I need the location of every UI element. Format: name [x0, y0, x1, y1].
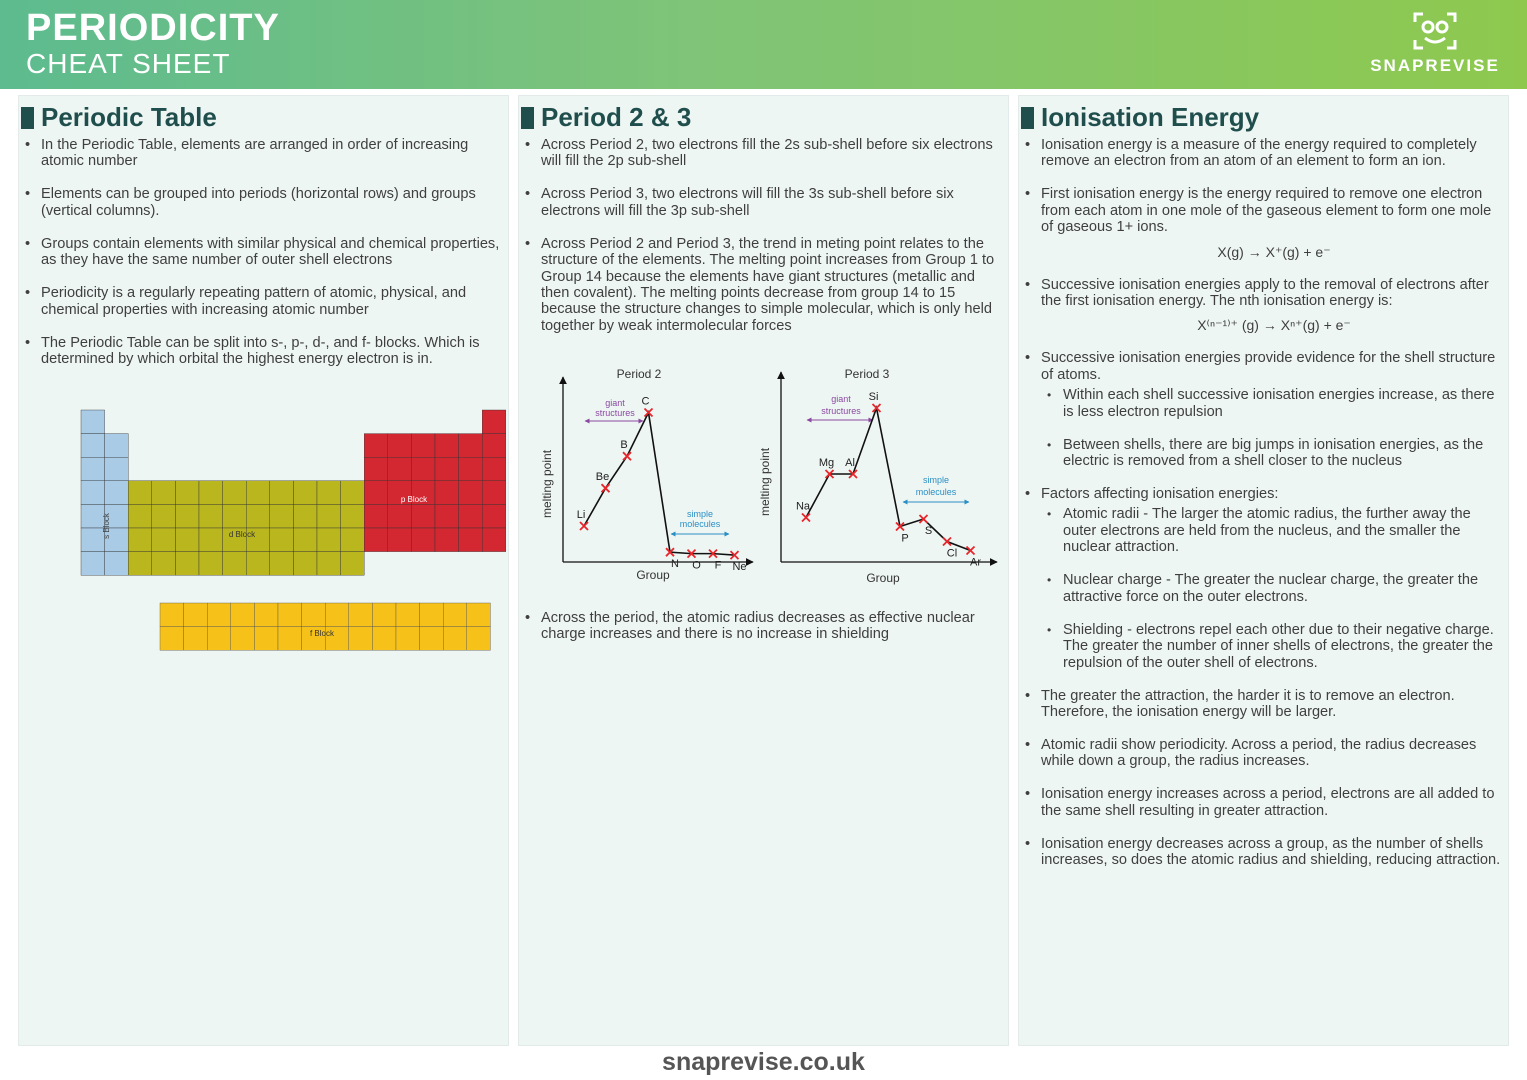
- p-block-cell: [364, 434, 388, 458]
- giant-text: giant: [605, 398, 625, 408]
- chart-title: Period 3: [844, 367, 890, 381]
- p-block-cell: [459, 457, 483, 481]
- melting-point-graphs: [519, 364, 1010, 594]
- s-block-cell: [105, 434, 129, 458]
- list-item-text: Successive ionisation energies apply to the removal of electrons after the first ionisation energy. The nth ionisation energy is:: [1041, 276, 1489, 310]
- f-block-cell: [420, 627, 444, 651]
- p-block-cell: [482, 434, 506, 458]
- d-block-cell: [152, 481, 176, 505]
- p-block-cell: [388, 434, 412, 458]
- list-item: • Across Period 3, two electrons will fill the 3s sub-shell before six electrons will fill the 3p sub-shell: [519, 186, 1007, 219]
- f-block-cell: [420, 603, 444, 627]
- period-3-chart: [758, 367, 997, 585]
- p-block-cell: [388, 528, 412, 552]
- d-block-cell: [175, 552, 199, 576]
- p-block-cell: [411, 528, 435, 552]
- d-block-cell: [270, 552, 294, 576]
- list-item: [1019, 486, 1507, 671]
- d-block-cell: [293, 552, 317, 576]
- period-2-chart: [540, 367, 753, 582]
- d-block-cell: [175, 504, 199, 528]
- d-block-cell: [246, 481, 270, 505]
- f-block-cell: [254, 627, 278, 651]
- p-block-cell: [482, 504, 506, 528]
- sub-list-item: • Nuclear charge - The greater the nuclear charge, the greater the attractive force on the outer electrons.: [1041, 572, 1507, 605]
- s-block-cell: [105, 481, 129, 505]
- d-block-cell: [152, 504, 176, 528]
- ionisation-bullets: [1019, 137, 1507, 885]
- f-block-cell: [160, 603, 184, 627]
- d-block-cell: [199, 552, 223, 576]
- d-block-cell: [246, 552, 270, 576]
- point-label: Si: [868, 391, 879, 403]
- f-block-cell: [467, 603, 491, 627]
- p-block-cell: [482, 410, 506, 434]
- list-item: • Elements can be grouped into periods (horizontal rows) and groups (vertical columns).: [19, 186, 507, 219]
- simple-molecules-annotation: [903, 475, 969, 502]
- ionisation-energy-panel: [1018, 95, 1509, 1046]
- point-label: N: [671, 558, 679, 571]
- list-item: • Atomic radii show periodicity. Across a period, the radius decreases while down a group, the radius increases.: [1019, 737, 1507, 770]
- f-block-cell: [231, 627, 255, 651]
- logo-text: SNAPREVISE: [1370, 56, 1500, 75]
- first-ionisation-equation: X(g) → X⁺(g) + e⁻: [1217, 243, 1331, 260]
- page-title: PERIODICITY: [26, 7, 280, 49]
- p-block-cell: [388, 504, 412, 528]
- sub-list-item: • Atomic radii - The larger the atomic radius, the further away the outer electrons are held from the nucleus, and the smaller the nuclear attraction.: [1041, 506, 1507, 555]
- list-item: • Periodicity is a regularly repeating pattern of atomic, physical, and chemical properties with increasing atomic number: [19, 285, 507, 318]
- list-item: • Groups contain elements with similar physical and chemical properties, as they have the same number of outer shell electrons: [19, 236, 507, 269]
- f-block-cell: [160, 627, 184, 651]
- p-block-cell: [459, 434, 483, 458]
- list-item: • Across Period 2, two electrons fill the 2s sub-shell before six electrons will fill the 2p sub-shell: [519, 137, 1007, 170]
- point-label: F: [714, 559, 722, 572]
- d-block-cell: [317, 481, 341, 505]
- point-label: Ar: [970, 556, 981, 569]
- point-label: Be: [595, 471, 610, 484]
- d-block-label: d Block: [228, 530, 256, 539]
- nth-ionisation-equation: X⁽ⁿ⁻¹⁾⁺ (g) → Xⁿ⁺(g) + e⁻: [1197, 317, 1351, 334]
- p-block-cell: [459, 504, 483, 528]
- d-block-cell: [246, 504, 270, 528]
- f-block-cell: [396, 627, 420, 651]
- p-block-cell: [459, 481, 483, 505]
- list-item-text: Successive ionisation energies provide evidence for the shell structure of atoms.: [1041, 350, 1496, 383]
- d-block-cell: [341, 528, 365, 552]
- point-label: P: [901, 532, 909, 545]
- page-subtitle: CHEAT SHEET: [26, 48, 231, 79]
- f-block-cell: [207, 603, 231, 627]
- p-block-label: p Block: [400, 495, 428, 504]
- p-block-cell: [482, 528, 506, 552]
- p-block-cell: [364, 481, 388, 505]
- p-block-cell: [364, 457, 388, 481]
- d-block-cell: [223, 552, 247, 576]
- molecules-text: molecules: [915, 487, 957, 497]
- p-block-cell: [435, 528, 459, 552]
- point-label: B: [620, 439, 628, 452]
- d-block-cell: [270, 481, 294, 505]
- list-item: • The Periodic Table can be split into s-, p-, d-, and f- blocks. Which is determined by which orbital the highest energy electron is in.: [19, 335, 507, 368]
- period-bullets: [519, 137, 1007, 351]
- s-block-cell: [81, 481, 105, 505]
- f-block-cell: [372, 603, 396, 627]
- d-block-cell: [199, 481, 223, 505]
- data-point: [623, 452, 631, 460]
- d-block-cell: [199, 504, 223, 528]
- f-block-label: f Block: [309, 629, 335, 638]
- list-item: • Ionisation energy increases across a period, electrons are all added to the same shell resulting in greater attraction.: [1019, 786, 1507, 819]
- p-block-cell: [482, 457, 506, 481]
- d-block-cell: [317, 528, 341, 552]
- f-block-cell: [349, 603, 373, 627]
- point-label: Ne: [732, 561, 747, 574]
- f-block-cell: [254, 603, 278, 627]
- list-item: • Across the period, the atomic radius decreases as effective nuclear charge increases and there is no increase in shielding: [519, 610, 1007, 643]
- d-block-cell: [341, 552, 365, 576]
- list-item: • Ionisation energy is a measure of the energy required to completely remove an electron from an atom of an element to form an ion.: [1019, 137, 1507, 170]
- d-block-cell: [341, 504, 365, 528]
- s-block-label: s Block: [102, 513, 111, 539]
- p-block-cell: [411, 434, 435, 458]
- snaprevise-face-icon: [1411, 10, 1459, 52]
- f-block-cell: [207, 627, 231, 651]
- f-block-cell: [467, 627, 491, 651]
- list-item: [1019, 277, 1507, 334]
- f-block-cell: [443, 603, 467, 627]
- d-block-cell: [293, 504, 317, 528]
- point-label: Na: [795, 500, 811, 513]
- giant-structures-annotation: [807, 394, 873, 420]
- x-axis-label: Group: [866, 571, 900, 585]
- simple-text: simple: [922, 475, 950, 485]
- d-block-cell: [223, 481, 247, 505]
- point-label: O: [692, 559, 701, 572]
- d-block-cell: [128, 552, 152, 576]
- d-block-cell: [128, 481, 152, 505]
- giant-structures-annotation: [585, 398, 643, 421]
- sub-list-item: • Shielding - electrons repel each other due to their negative charge. The greater the number of inner shells of electrons, the greater the repulsion of the outer shell of electrons.: [1041, 622, 1507, 671]
- s-block-cell: [81, 410, 105, 434]
- list-item: [1019, 350, 1507, 469]
- molecules-text: molecules: [679, 519, 721, 529]
- p-block-cell: [364, 504, 388, 528]
- point-label: Al: [845, 457, 855, 469]
- d-block-cell: [128, 504, 152, 528]
- sub-list: [1041, 387, 1507, 469]
- point-label: Mg: [818, 457, 835, 469]
- data-point: [802, 514, 810, 522]
- section-title-periodic-table: Periodic Table: [21, 100, 217, 134]
- d-block-cell: [223, 504, 247, 528]
- p-block-cell: [411, 457, 435, 481]
- d-block-cell: [199, 528, 223, 552]
- d-block-cell: [293, 528, 317, 552]
- periodic-table-grid: [81, 410, 506, 650]
- list-item: • Ionisation energy decreases across a group, as the number of shells increases, so does the atomic radius and shielding, reducing attraction.: [1019, 836, 1507, 869]
- f-block-cell: [349, 627, 373, 651]
- point-label: Cl: [946, 547, 958, 560]
- period-2-3-panel: [518, 95, 1009, 1046]
- d-block-cell: [128, 528, 152, 552]
- y-axis-label: melting point: [540, 449, 554, 519]
- list-item: [1019, 186, 1507, 260]
- f-block-cell: [396, 603, 420, 627]
- periodic-table-diagram: [37, 396, 507, 666]
- p-block-cell: [435, 457, 459, 481]
- p-block-cell: [388, 457, 412, 481]
- f-block-cell: [325, 603, 349, 627]
- structures-text: structures: [595, 408, 635, 418]
- f-block-cell: [184, 603, 208, 627]
- sub-list: [1041, 506, 1507, 670]
- d-block-cell: [270, 528, 294, 552]
- list-item: • The greater the attraction, the harder it is to remove an electron. Therefore, the ionisation energy will be larger.: [1019, 688, 1507, 721]
- sub-list-item: • Within each shell successive ionisation energies increase, as there is less electron repulsion: [1041, 387, 1507, 420]
- p-block-cell: [435, 504, 459, 528]
- f-block-cell: [184, 627, 208, 651]
- y-axis-label: melting point: [758, 447, 772, 517]
- footer-url[interactable]: snaprevise.co.uk: [662, 1048, 865, 1076]
- p-block-cell: [411, 504, 435, 528]
- point-label: S: [924, 525, 933, 537]
- giant-text: giant: [831, 394, 851, 404]
- p-block-cell: [435, 481, 459, 505]
- s-block-cell: [105, 552, 129, 576]
- list-item: • Across Period 2 and Period 3, the trend in meting point relates to the structure of the elements. The melting point increases from Group 1 to Group 14 because the elements have giant structures (metallic and then covalent). The melting points decrease from group 14 to 15 because the structure changes to simple molecular, which is only held together by weak intermolecular forces: [519, 236, 1007, 334]
- header-banner: [0, 0, 1527, 89]
- point-label: C: [641, 395, 650, 408]
- d-block-cell: [317, 504, 341, 528]
- p-block-cell: [459, 528, 483, 552]
- s-block-cell: [81, 457, 105, 481]
- chart-title: Period 2: [616, 367, 662, 381]
- data-point: [602, 484, 610, 492]
- f-block-cell: [278, 627, 302, 651]
- s-block-cell: [81, 434, 105, 458]
- f-block-cell: [443, 627, 467, 651]
- d-block-cell: [175, 481, 199, 505]
- data-point: [943, 538, 951, 546]
- point-label: Li: [576, 509, 586, 521]
- s-block-cell: [81, 552, 105, 576]
- snaprevise-logo[interactable]: [1367, 10, 1503, 76]
- data-point: [580, 522, 588, 530]
- f-block-cell: [302, 603, 326, 627]
- sub-list-item: • Between shells, there are big jumps in ionisation energies, as the electric is removed from a shell closer to the nucleus: [1041, 437, 1507, 470]
- period-bullets-after: [519, 610, 1007, 659]
- x-axis-label: Group: [636, 568, 670, 582]
- simple-molecules-annotation: [671, 509, 729, 534]
- list-item-text: First ionisation energy is the energy required to remove one electron from each atom in one mole of the gaseous element to form one mole of gaseous 1+ ions.: [1041, 186, 1492, 236]
- f-block-cell: [278, 603, 302, 627]
- section-title-ionisation-energy: Ionisation Energy: [1021, 100, 1259, 134]
- list-item: • In the Periodic Table, elements are arranged in order of increasing atomic number: [19, 137, 507, 170]
- data-point: [967, 547, 975, 555]
- f-block-cell: [231, 603, 255, 627]
- f-block-cell: [372, 627, 396, 651]
- d-block-cell: [317, 552, 341, 576]
- p-block-cell: [364, 528, 388, 552]
- data-point: [920, 515, 928, 523]
- d-block-cell: [341, 481, 365, 505]
- s-block-cell: [105, 457, 129, 481]
- section-title-period-2-3: Period 2 & 3: [521, 100, 691, 134]
- d-block-cell: [270, 504, 294, 528]
- d-block-cell: [293, 481, 317, 505]
- simple-text: simple: [686, 509, 714, 519]
- structures-text: structures: [821, 406, 861, 416]
- d-block-cell: [175, 528, 199, 552]
- periodic-table-bullets: [19, 137, 507, 384]
- periodic-table-panel: [18, 95, 509, 1046]
- d-block-cell: [152, 528, 176, 552]
- p-block-cell: [435, 434, 459, 458]
- d-block-cell: [152, 552, 176, 576]
- list-item-text: Factors affecting ionisation energies:: [1041, 486, 1279, 503]
- p-block-cell: [482, 481, 506, 505]
